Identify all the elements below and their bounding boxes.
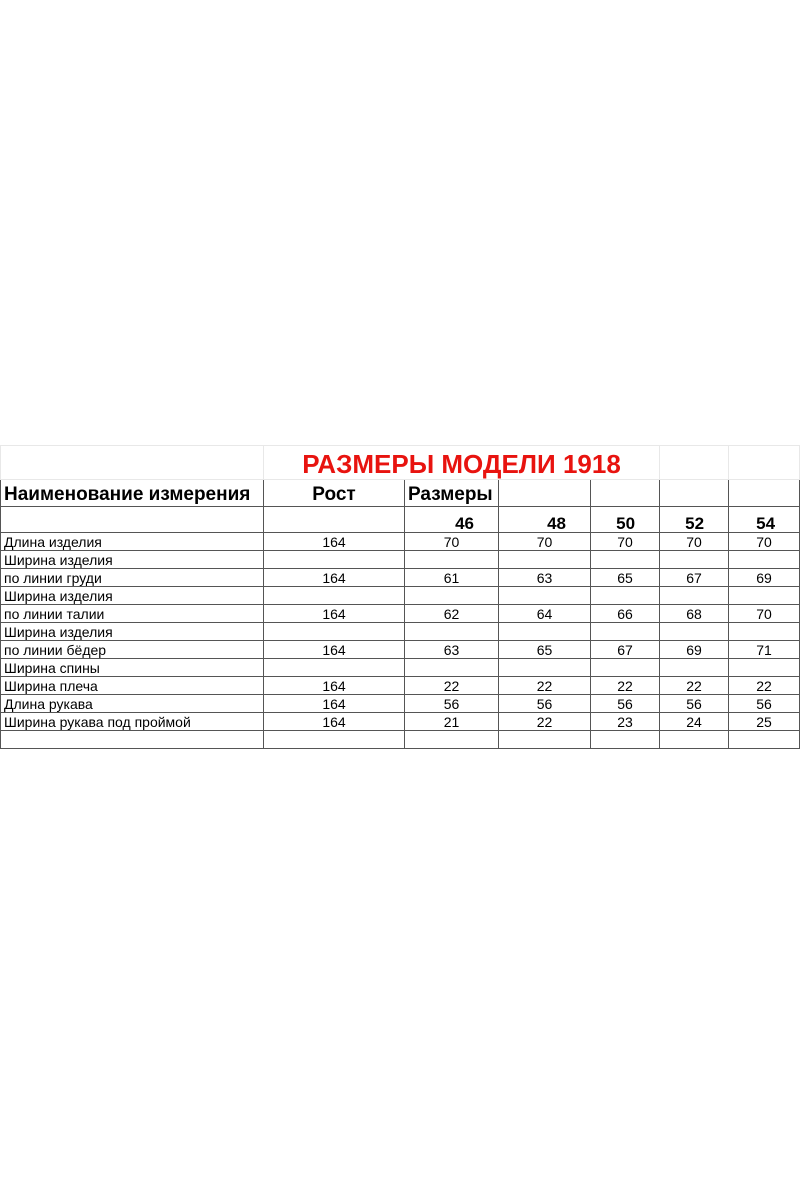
size-value-cell: 69 (660, 641, 729, 659)
size-value-cell (660, 551, 729, 569)
measure-label: Ширина спины (1, 659, 264, 677)
size-value-cell (405, 731, 499, 749)
size-header-cell: 46 (405, 507, 499, 533)
measure-label: Ширина изделия (1, 623, 264, 641)
size-value-cell (660, 659, 729, 677)
header-sizes: Размеры (405, 480, 499, 507)
table-row (1, 587, 800, 605)
table-row (1, 695, 800, 713)
size-chart-sheet (0, 445, 800, 749)
size-value-cell: 64 (499, 605, 591, 623)
size-value-cell: 22 (660, 677, 729, 695)
measure-label: Длина рукава (1, 695, 264, 713)
size-value-cell: 70 (591, 533, 660, 551)
size-value-cell: 66 (591, 605, 660, 623)
size-value-cell: 71 (729, 641, 800, 659)
size-value-cell (729, 731, 800, 749)
table-row (1, 731, 800, 749)
size-value-cell (591, 623, 660, 641)
height-cell: 164 (264, 677, 405, 695)
size-value-cell: 67 (660, 569, 729, 587)
size-value-cell: 56 (499, 695, 591, 713)
size-value-cell: 22 (405, 677, 499, 695)
table-row (1, 533, 800, 551)
measure-label: Ширина плеча (1, 677, 264, 695)
size-value-cell (660, 731, 729, 749)
size-value-cell: 22 (499, 713, 591, 731)
size-value-cell (499, 551, 591, 569)
size-value-cell: 22 (591, 677, 660, 695)
sizes-row (1, 507, 800, 533)
size-value-cell (660, 623, 729, 641)
size-value-cell: 65 (591, 569, 660, 587)
measure-label: по линии бёдер (1, 641, 264, 659)
size-value-cell: 22 (729, 677, 800, 695)
size-value-cell (499, 731, 591, 749)
table-row (1, 641, 800, 659)
size-value-cell: 25 (729, 713, 800, 731)
size-value-cell: 70 (405, 533, 499, 551)
size-value-cell: 68 (660, 605, 729, 623)
size-value-cell: 70 (660, 533, 729, 551)
size-value-cell: 22 (499, 677, 591, 695)
height-cell: 164 (264, 713, 405, 731)
size-value-cell: 56 (660, 695, 729, 713)
size-value-cell (591, 551, 660, 569)
height-cell (264, 623, 405, 641)
table-row (1, 659, 800, 677)
size-value-cell: 70 (729, 605, 800, 623)
size-header-cell: 54 (729, 507, 800, 533)
measure-label: Ширина изделия (1, 587, 264, 605)
measure-label: Ширина изделия (1, 551, 264, 569)
size-value-cell: 69 (729, 569, 800, 587)
title-row (1, 446, 800, 480)
size-header-cell: 48 (499, 507, 591, 533)
table-row (1, 569, 800, 587)
size-value-cell: 62 (405, 605, 499, 623)
measure-label: по линии талии (1, 605, 264, 623)
size-value-cell: 56 (405, 695, 499, 713)
height-cell: 164 (264, 605, 405, 623)
size-value-cell (405, 587, 499, 605)
size-value-cell (729, 659, 800, 677)
size-value-cell (499, 659, 591, 677)
size-chart-table (0, 445, 800, 749)
height-cell (264, 731, 405, 749)
size-value-cell: 67 (591, 641, 660, 659)
height-cell (264, 659, 405, 677)
size-value-cell (405, 623, 499, 641)
size-value-cell: 56 (591, 695, 660, 713)
table-row (1, 713, 800, 731)
measure-label: Длина изделия (1, 533, 264, 551)
size-value-cell: 24 (660, 713, 729, 731)
size-value-cell: 65 (499, 641, 591, 659)
header-row (1, 480, 800, 507)
size-value-cell: 63 (405, 641, 499, 659)
height-cell (264, 551, 405, 569)
size-value-cell: 63 (499, 569, 591, 587)
size-value-cell (591, 731, 660, 749)
height-cell: 164 (264, 569, 405, 587)
measure-label: Ширина рукава под проймой (1, 713, 264, 731)
size-value-cell (405, 659, 499, 677)
size-value-cell (729, 623, 800, 641)
size-value-cell (499, 587, 591, 605)
table-row (1, 623, 800, 641)
size-value-cell (660, 587, 729, 605)
header-height: Рост (264, 480, 405, 507)
size-value-cell (405, 551, 499, 569)
size-value-cell (591, 659, 660, 677)
height-cell: 164 (264, 695, 405, 713)
size-value-cell: 70 (499, 533, 591, 551)
size-value-cell (729, 551, 800, 569)
table-row (1, 605, 800, 623)
measure-label: по линии груди (1, 569, 264, 587)
size-value-cell (499, 623, 591, 641)
table-row (1, 551, 800, 569)
size-value-cell (729, 587, 800, 605)
size-header-cell: 50 (591, 507, 660, 533)
size-value-cell: 70 (729, 533, 800, 551)
measure-label (1, 731, 264, 749)
size-value-cell: 21 (405, 713, 499, 731)
header-measure: Наименование измерения (1, 480, 264, 507)
height-cell: 164 (264, 641, 405, 659)
table-row (1, 677, 800, 695)
height-cell: 164 (264, 533, 405, 551)
size-value-cell: 61 (405, 569, 499, 587)
size-value-cell (591, 587, 660, 605)
chart-title: РАЗМЕРЫ МОДЕЛИ 1918 (264, 446, 660, 480)
height-cell (264, 587, 405, 605)
size-value-cell: 56 (729, 695, 800, 713)
size-value-cell: 23 (591, 713, 660, 731)
size-header-cell: 52 (660, 507, 729, 533)
